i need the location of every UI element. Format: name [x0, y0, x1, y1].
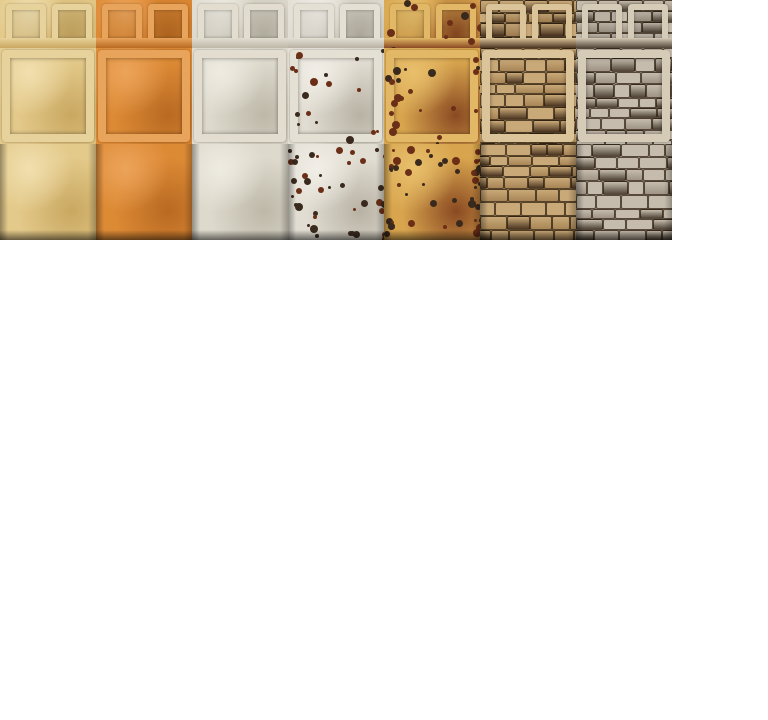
brick [547, 144, 563, 156]
brick-layer [480, 144, 576, 240]
brick [615, 209, 640, 219]
panel-frame [98, 50, 190, 142]
brick [643, 169, 665, 181]
bottom-shadow [96, 230, 192, 240]
rust-speck [302, 173, 308, 179]
tile-fill-brown-brick [480, 144, 576, 240]
brick [671, 84, 672, 98]
tile-frame-grey-brick [576, 48, 672, 144]
frame-ledge [384, 38, 480, 48]
panel-frame [578, 50, 670, 142]
tile-fill-sandstone [0, 144, 96, 240]
bottom-shadow [192, 230, 288, 240]
rust-speck [408, 220, 415, 227]
rust-speck [307, 224, 310, 227]
panel-frame [2, 50, 94, 142]
edge-shadow [0, 144, 8, 240]
rust-speck [340, 183, 345, 188]
brick [507, 216, 530, 230]
brick [530, 166, 549, 177]
rust-speck [336, 147, 343, 154]
rust-speck [442, 158, 448, 164]
edge-shadow [376, 144, 384, 240]
brick [617, 157, 639, 169]
rust-speck [350, 150, 355, 155]
rust-speck [393, 157, 401, 165]
brick [639, 157, 667, 169]
rust-speck [473, 69, 479, 75]
tile-top-cracked-marble [288, 0, 384, 48]
brick [599, 169, 626, 181]
brick [487, 177, 504, 189]
frame-ledge [96, 38, 192, 48]
tile-fill-grey-brick [576, 144, 672, 240]
rust-speck [360, 158, 366, 164]
rust-speck [444, 35, 448, 39]
brick [544, 177, 571, 189]
tile-frame-rusty-gold [384, 48, 480, 144]
frame-ledge [0, 38, 96, 48]
rust-speck [346, 136, 354, 144]
frame-ledge [288, 38, 384, 48]
tile-frame-cracked-marble [288, 48, 384, 144]
brick [503, 166, 530, 177]
brick [504, 177, 528, 189]
rust-speck [474, 109, 478, 113]
rust-speck [415, 159, 422, 166]
tile-top-sandstone [0, 0, 96, 48]
tileset-sheet [0, 0, 672, 240]
rust-speck [393, 67, 401, 75]
rust-speck [353, 208, 356, 211]
rust-speck [319, 174, 322, 177]
brick [521, 202, 546, 216]
brick [649, 144, 665, 157]
rust-speck [328, 186, 331, 189]
panel-frame [482, 50, 574, 142]
edge-shadow [192, 144, 200, 240]
tile-frame-brown-brick [480, 48, 576, 144]
edge-shadow [96, 144, 104, 240]
tile-top-marble [192, 0, 288, 48]
bottom-shadow [576, 230, 672, 240]
brick [508, 189, 536, 202]
rust-speck [357, 88, 361, 92]
brick [628, 181, 644, 195]
brick [531, 144, 547, 156]
rust-speck [430, 200, 437, 207]
tile-fill-terracotta [96, 144, 192, 240]
rust-speck [456, 220, 463, 227]
rust-speck [452, 157, 460, 165]
brick [621, 144, 649, 157]
edge-shadow [384, 144, 392, 240]
rust-speck [397, 183, 401, 187]
rust-speck [392, 149, 395, 152]
rust-speck [419, 109, 422, 112]
frame-ledge [480, 38, 576, 48]
tile-frame-terracotta [96, 48, 192, 144]
rust-speck [347, 161, 351, 165]
rust-speck [306, 111, 311, 116]
panel-frame [194, 50, 286, 142]
rust-speck [309, 152, 315, 158]
rust-speck [393, 165, 399, 171]
edge-shadow [664, 144, 672, 240]
rust-speck [407, 146, 415, 154]
rust-speck [396, 78, 401, 83]
brick [508, 156, 532, 166]
rust-speck [422, 183, 425, 186]
rust-speck [473, 57, 479, 63]
rust-speck [389, 79, 395, 85]
tile-top-brown-brick [480, 0, 576, 48]
brick [528, 177, 544, 189]
rust-speck [318, 187, 324, 193]
brick [490, 156, 508, 166]
frame-ledge [192, 38, 288, 48]
rust-speck [361, 200, 368, 207]
edge-shadow [576, 144, 584, 240]
rust-speck [447, 20, 453, 26]
brick [621, 195, 648, 209]
brick [596, 195, 621, 209]
brick [587, 181, 603, 195]
rust-speck [376, 130, 379, 133]
rust-speck [426, 149, 430, 153]
tile-fill-cracked-marble [288, 144, 384, 240]
brick-layer [576, 144, 672, 240]
brick [495, 202, 521, 216]
bottom-shadow [0, 230, 96, 240]
rust-speck [313, 215, 317, 219]
brick [603, 181, 628, 195]
brick [506, 144, 531, 156]
rust-speck [443, 225, 447, 229]
brick [592, 209, 615, 219]
rust-speck [451, 106, 456, 111]
edge-shadow [288, 144, 296, 240]
brick [626, 169, 643, 181]
brick [532, 156, 559, 166]
rust-speck [452, 198, 457, 203]
rust-speck [316, 155, 319, 158]
rust-speck [429, 154, 433, 158]
bottom-shadow [288, 230, 384, 240]
edge-shadow [88, 144, 96, 240]
edge-shadow [568, 144, 576, 240]
brick [640, 209, 663, 219]
rust-speck [404, 68, 407, 71]
tile-top-grey-brick [576, 0, 672, 48]
rust-speck [315, 121, 318, 124]
tile-fill-marble [192, 144, 288, 240]
tile-frame-sandstone [0, 48, 96, 144]
brick [530, 216, 552, 230]
rust-speck [405, 169, 412, 176]
edge-shadow [280, 144, 288, 240]
bottom-shadow [384, 230, 480, 240]
brick [546, 202, 565, 216]
tile-top-rusty-gold [384, 0, 480, 48]
tile-fill-rusty-gold [384, 144, 480, 240]
brick [592, 144, 621, 157]
frame-ledge [576, 38, 672, 48]
bottom-shadow [480, 230, 576, 240]
edge-shadow [480, 144, 488, 240]
rust-speck [405, 193, 408, 196]
brick [595, 157, 617, 169]
edge-shadow [184, 144, 192, 240]
brick [626, 219, 653, 230]
brick [536, 189, 559, 202]
tile-frame-marble [192, 48, 288, 144]
tile-top-terracotta [96, 0, 192, 48]
rust-speck [296, 188, 302, 194]
rust-speck [296, 52, 303, 59]
rust-speck [455, 169, 460, 174]
rust-speck [295, 203, 303, 211]
brick [603, 219, 626, 230]
edge-shadow [472, 144, 480, 240]
